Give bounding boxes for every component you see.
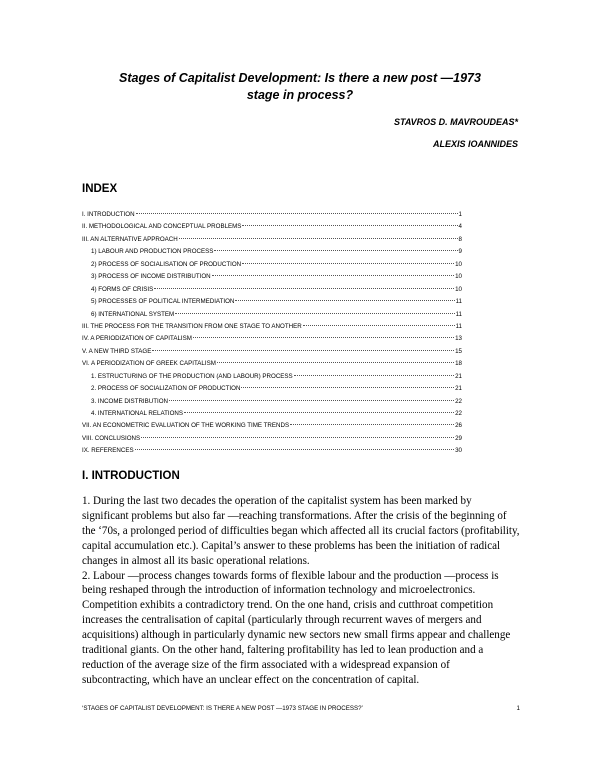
toc-subentry[interactable]: 3. INCOME DISTRIBUTION 22 [91,397,462,405]
toc-entry[interactable]: IV. A PERIODIZATION OF CAPITALISM 13 [82,335,462,343]
table-of-contents [82,209,462,458]
toc-entry[interactable]: II. METHODOLOGICAL AND CONCEPTUAL PROBLEMS 4 [82,223,462,231]
paragraph: 1. During the last two decades the operation of the capitalist system has been marked by significant problems but also far —reaching transformations. After the crisis of the beginning of the ‘70s, a prolonged period of difficulties began which affected all its crucial factors (profitability, capital accumulation etc.). Capital’s answer to these problems has been the initiation of radical changes in almost all its basic operational relations. [82,495,520,567]
section-heading: I. INTRODUCTION [82,470,180,482]
toc-entry[interactable]: VII. AN ECONOMETRIC EVALUATION OF THE WORKING TIME TRENDS 26 [82,422,462,430]
title-line-2: stage in process? [246,88,354,102]
author-2: ALEXIS IOANNIDES [432,139,518,149]
toc-subentry[interactable]: 1) LABOUR AND PRODUCTION PROCESS 9 [91,248,462,256]
running-footer-title: ‘STAGES OF CAPITALIST DEVELOPMENT: IS THERE A NEW POST —1973 STAGE IN PROCESS?’ [82,705,363,712]
toc-entry[interactable]: III. AN ALTERNATIVE APPROACH 8 [82,235,462,243]
toc-subentry[interactable]: 4. INTERNATIONAL RELATIONS 22 [91,410,462,417]
section-body [82,494,520,688]
page-number: 1 [516,705,520,712]
toc-subentry[interactable]: 4) FORMS OF CRISIS 10 [91,285,462,293]
index-heading: INDEX [82,183,118,195]
paper-title [60,70,540,104]
toc-entry[interactable]: VIII. CONCLUSIONS 29 [82,434,462,442]
toc-subentry[interactable]: 2) PROCESS OF SOCIALISATION OF PRODUCTION 10 [91,260,462,268]
toc-entry[interactable]: IX. REFERENCES 30 [82,447,462,455]
author-1: STAVROS D. MAVROUDEAS* [393,117,518,127]
paragraph: 2. Labour —process changes towards forms of flexible labour and the production —process is being reshaped through the introduction of information technology and microelectronics. Competition exhibits a contradictory trend. On the one hand, crisis and cutthroat competition increases the centralisation of capital (particularly through recurrent waves of mergers and acquisitions) although in particularly dynamic new sectors new small firms appear and challenge traditional giants. On the other hand, faltering profitability has led to lean production and a reduction of the average size of the firm associated with a widespread expansion of subcontracting, which have an unclear effect on the concentration of capital. [82,569,511,686]
toc-subentry[interactable]: 1. ESTRUCTURING OF THE PRODUCTION (AND LABOUR) PROCESS 21 [91,372,462,380]
toc-subentry[interactable]: 2. PROCESS OF SOCIALIZATION OF PRODUCTION 21 [91,385,462,393]
toc-entry[interactable]: VI. A PERIODIZATION OF GREEK CAPITALISM 18 [82,360,462,368]
title-line-1: Stages of Capitalist Development: Is there a new post —1973 [119,71,481,85]
toc-entry[interactable]: I. INTRODUCTION 1 [82,211,462,218]
toc-entry[interactable]: V. A NEW THIRD STAGE 15 [82,347,462,355]
toc-subentry[interactable]: 6) INTERNATIONAL SYSTEM 11 [91,310,462,318]
toc-entry[interactable]: III. THE PROCESS FOR THE TRANSITION FROM ONE STAGE TO ANOTHER 11 [82,322,462,330]
toc-subentry[interactable]: 3) PROCESS OF INCOME DISTRIBUTION 10 [91,273,462,281]
toc-subentry[interactable]: 5) PROCESSES OF POLITICAL INTERMEDIATION 11 [91,298,462,306]
